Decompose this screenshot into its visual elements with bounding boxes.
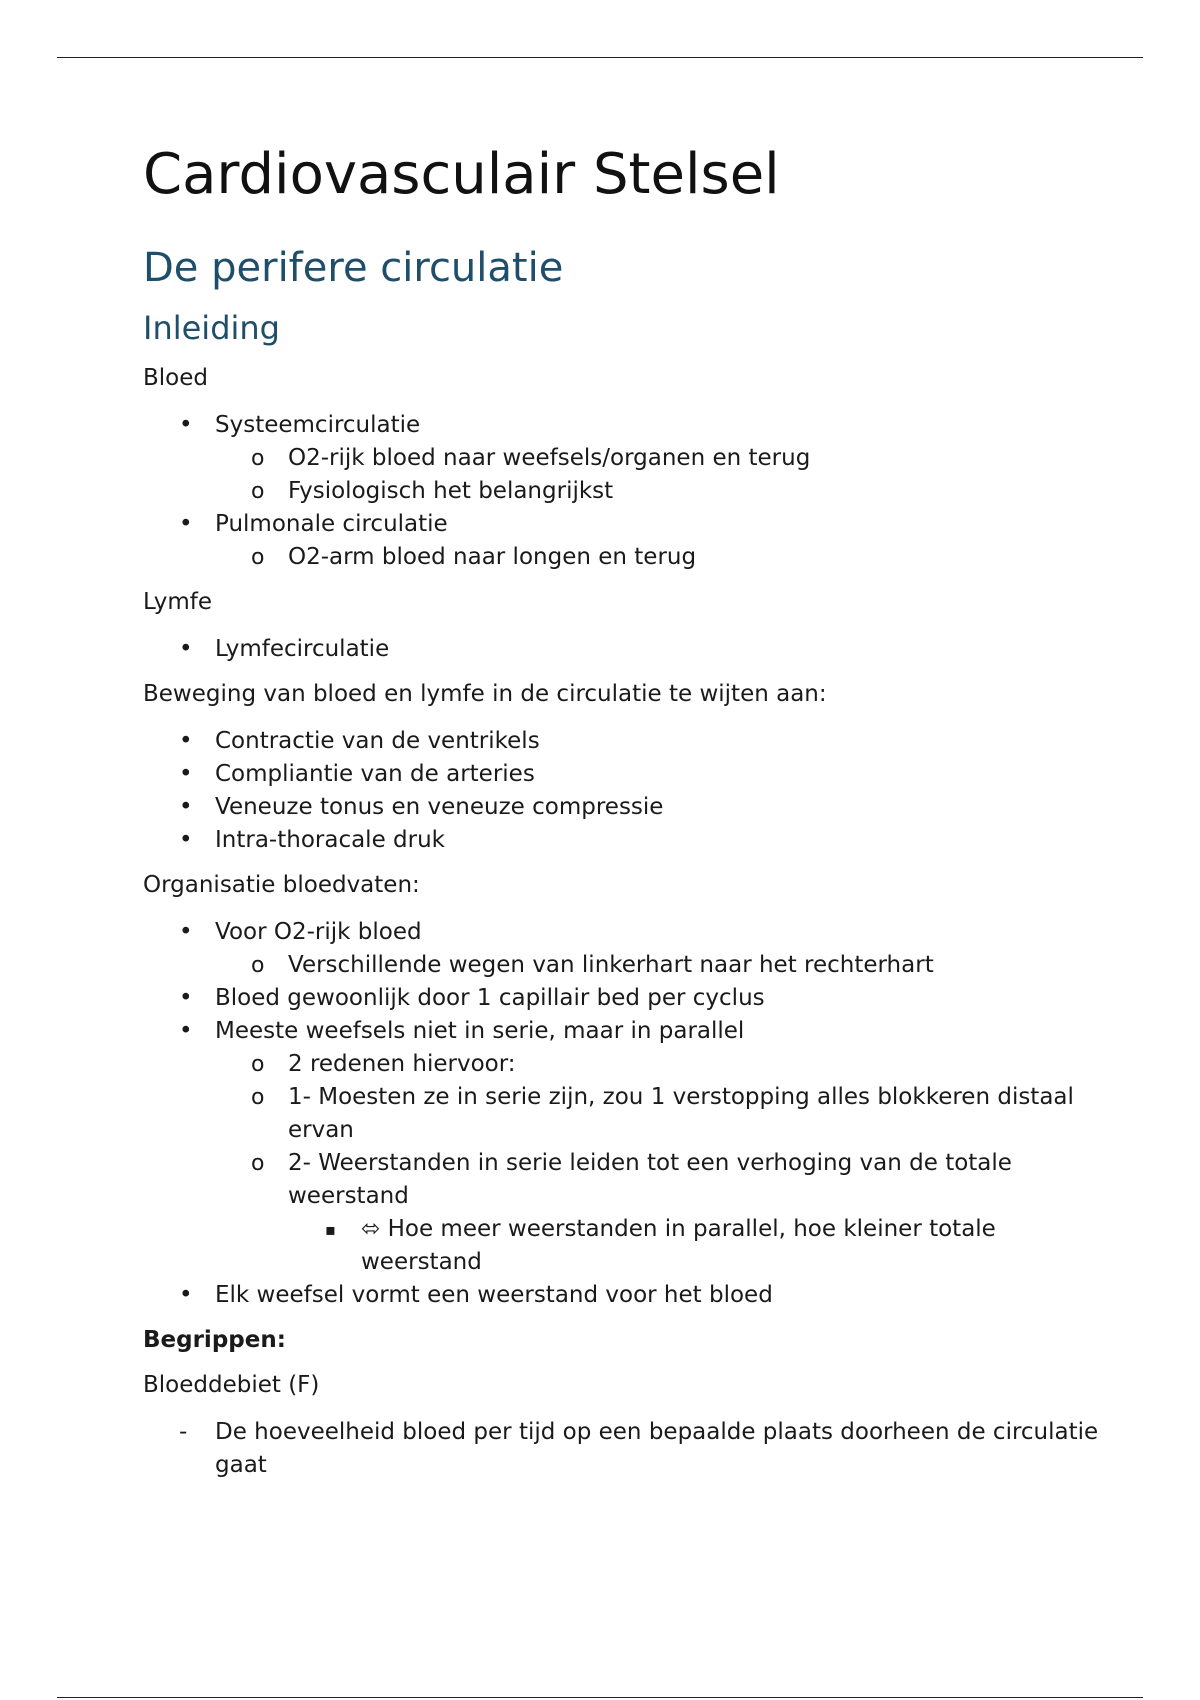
bullet-disc-icon: • xyxy=(179,636,193,662)
bottom-rule xyxy=(57,1697,1143,1698)
list-organisatie xyxy=(143,916,1103,1312)
bullet-circle-icon: o xyxy=(251,1085,265,1110)
list-item: • Contractie van de ventrikels xyxy=(143,725,1103,758)
list-lymfe xyxy=(143,633,1103,666)
bullet-circle-icon: o xyxy=(251,446,265,471)
bullet-square-icon: ▪ xyxy=(325,1220,336,1239)
paragraph-organisatie: Organisatie bloedvaten: xyxy=(143,872,420,898)
term-bloeddebiet: Bloeddebiet (F) xyxy=(143,1372,320,1398)
bullet-disc-icon: • xyxy=(179,761,193,787)
list-definition xyxy=(143,1416,1103,1482)
paragraph-begrippen: Begrippen: xyxy=(143,1327,286,1353)
bullet-disc-icon: • xyxy=(179,1018,193,1044)
list-item: o Fysiologisch het belangrijkst xyxy=(143,475,1103,508)
bullet-disc-icon: • xyxy=(179,1282,193,1308)
list-item: o Verschillende wegen van linkerhart naar het rechterhart xyxy=(143,949,1103,982)
list-item: • Elk weefsel vormt een weerstand voor het bloed xyxy=(143,1279,1103,1312)
bullet-circle-icon: o xyxy=(251,479,265,504)
bullet-circle-icon: o xyxy=(251,1052,265,1077)
document-title: Cardiovasculair Stelsel xyxy=(143,142,780,207)
paragraph-lymfe: Lymfe xyxy=(143,589,212,615)
list-item: • Systeemcirculatie xyxy=(143,409,1103,442)
paragraph-beweging: Beweging van bloed en lymfe in de circulatie te wijten aan: xyxy=(143,681,827,707)
list-item: ▪ ⬄ Hoe meer weerstanden in parallel, hoe kleiner totale weerstand xyxy=(143,1213,1103,1279)
subsection-heading: Inleiding xyxy=(143,309,280,347)
list-item: • Veneuze tonus en veneuze compressie xyxy=(143,791,1103,824)
top-rule xyxy=(57,57,1143,58)
bullet-disc-icon: • xyxy=(179,919,193,945)
list-item: o 1- Moesten ze in serie zijn, zou 1 verstopping alles blokkeren distaal ervan xyxy=(143,1081,1103,1147)
list-bloed xyxy=(143,409,1103,574)
bullet-disc-icon: • xyxy=(179,511,193,537)
bullet-disc-icon: • xyxy=(179,827,193,853)
document-body xyxy=(143,140,1103,1482)
bullet-circle-icon: o xyxy=(251,545,265,570)
list-beweging xyxy=(143,725,1103,857)
bullet-circle-icon: o xyxy=(251,953,265,978)
bullet-disc-icon: • xyxy=(179,728,193,754)
list-item: • Voor O2-rijk bloed xyxy=(143,916,1103,949)
list-item: o 2- Weerstanden in serie leiden tot een verhoging van de totale weerstand xyxy=(143,1147,1103,1213)
paragraph-bloed: Bloed xyxy=(143,365,208,391)
list-item: • Pulmonale circulatie xyxy=(143,508,1103,541)
bullet-dash-icon: - xyxy=(179,1419,188,1445)
list-item: o 2 redenen hiervoor: xyxy=(143,1048,1103,1081)
list-item: • Bloed gewoonlijk door 1 capillair bed per cyclus xyxy=(143,982,1103,1015)
bullet-disc-icon: • xyxy=(179,412,193,438)
list-item: - De hoeveelheid bloed per tijd op een bepaalde plaats doorheen de circulatie gaat xyxy=(143,1416,1103,1482)
list-item: • Meeste weefsels niet in serie, maar in parallel xyxy=(143,1015,1103,1048)
bullet-disc-icon: • xyxy=(179,794,193,820)
list-item: • Compliantie van de arteries xyxy=(143,758,1103,791)
list-item: • Intra-thoracale druk xyxy=(143,824,1103,857)
bullet-disc-icon: • xyxy=(179,985,193,1011)
list-item: o O2-rijk bloed naar weefsels/organen en terug xyxy=(143,442,1103,475)
list-item: o O2-arm bloed naar longen en terug xyxy=(143,541,1103,574)
section-heading: De perifere circulatie xyxy=(143,245,564,291)
bullet-circle-icon: o xyxy=(251,1151,265,1176)
list-item: • Lymfecirculatie xyxy=(143,633,1103,666)
